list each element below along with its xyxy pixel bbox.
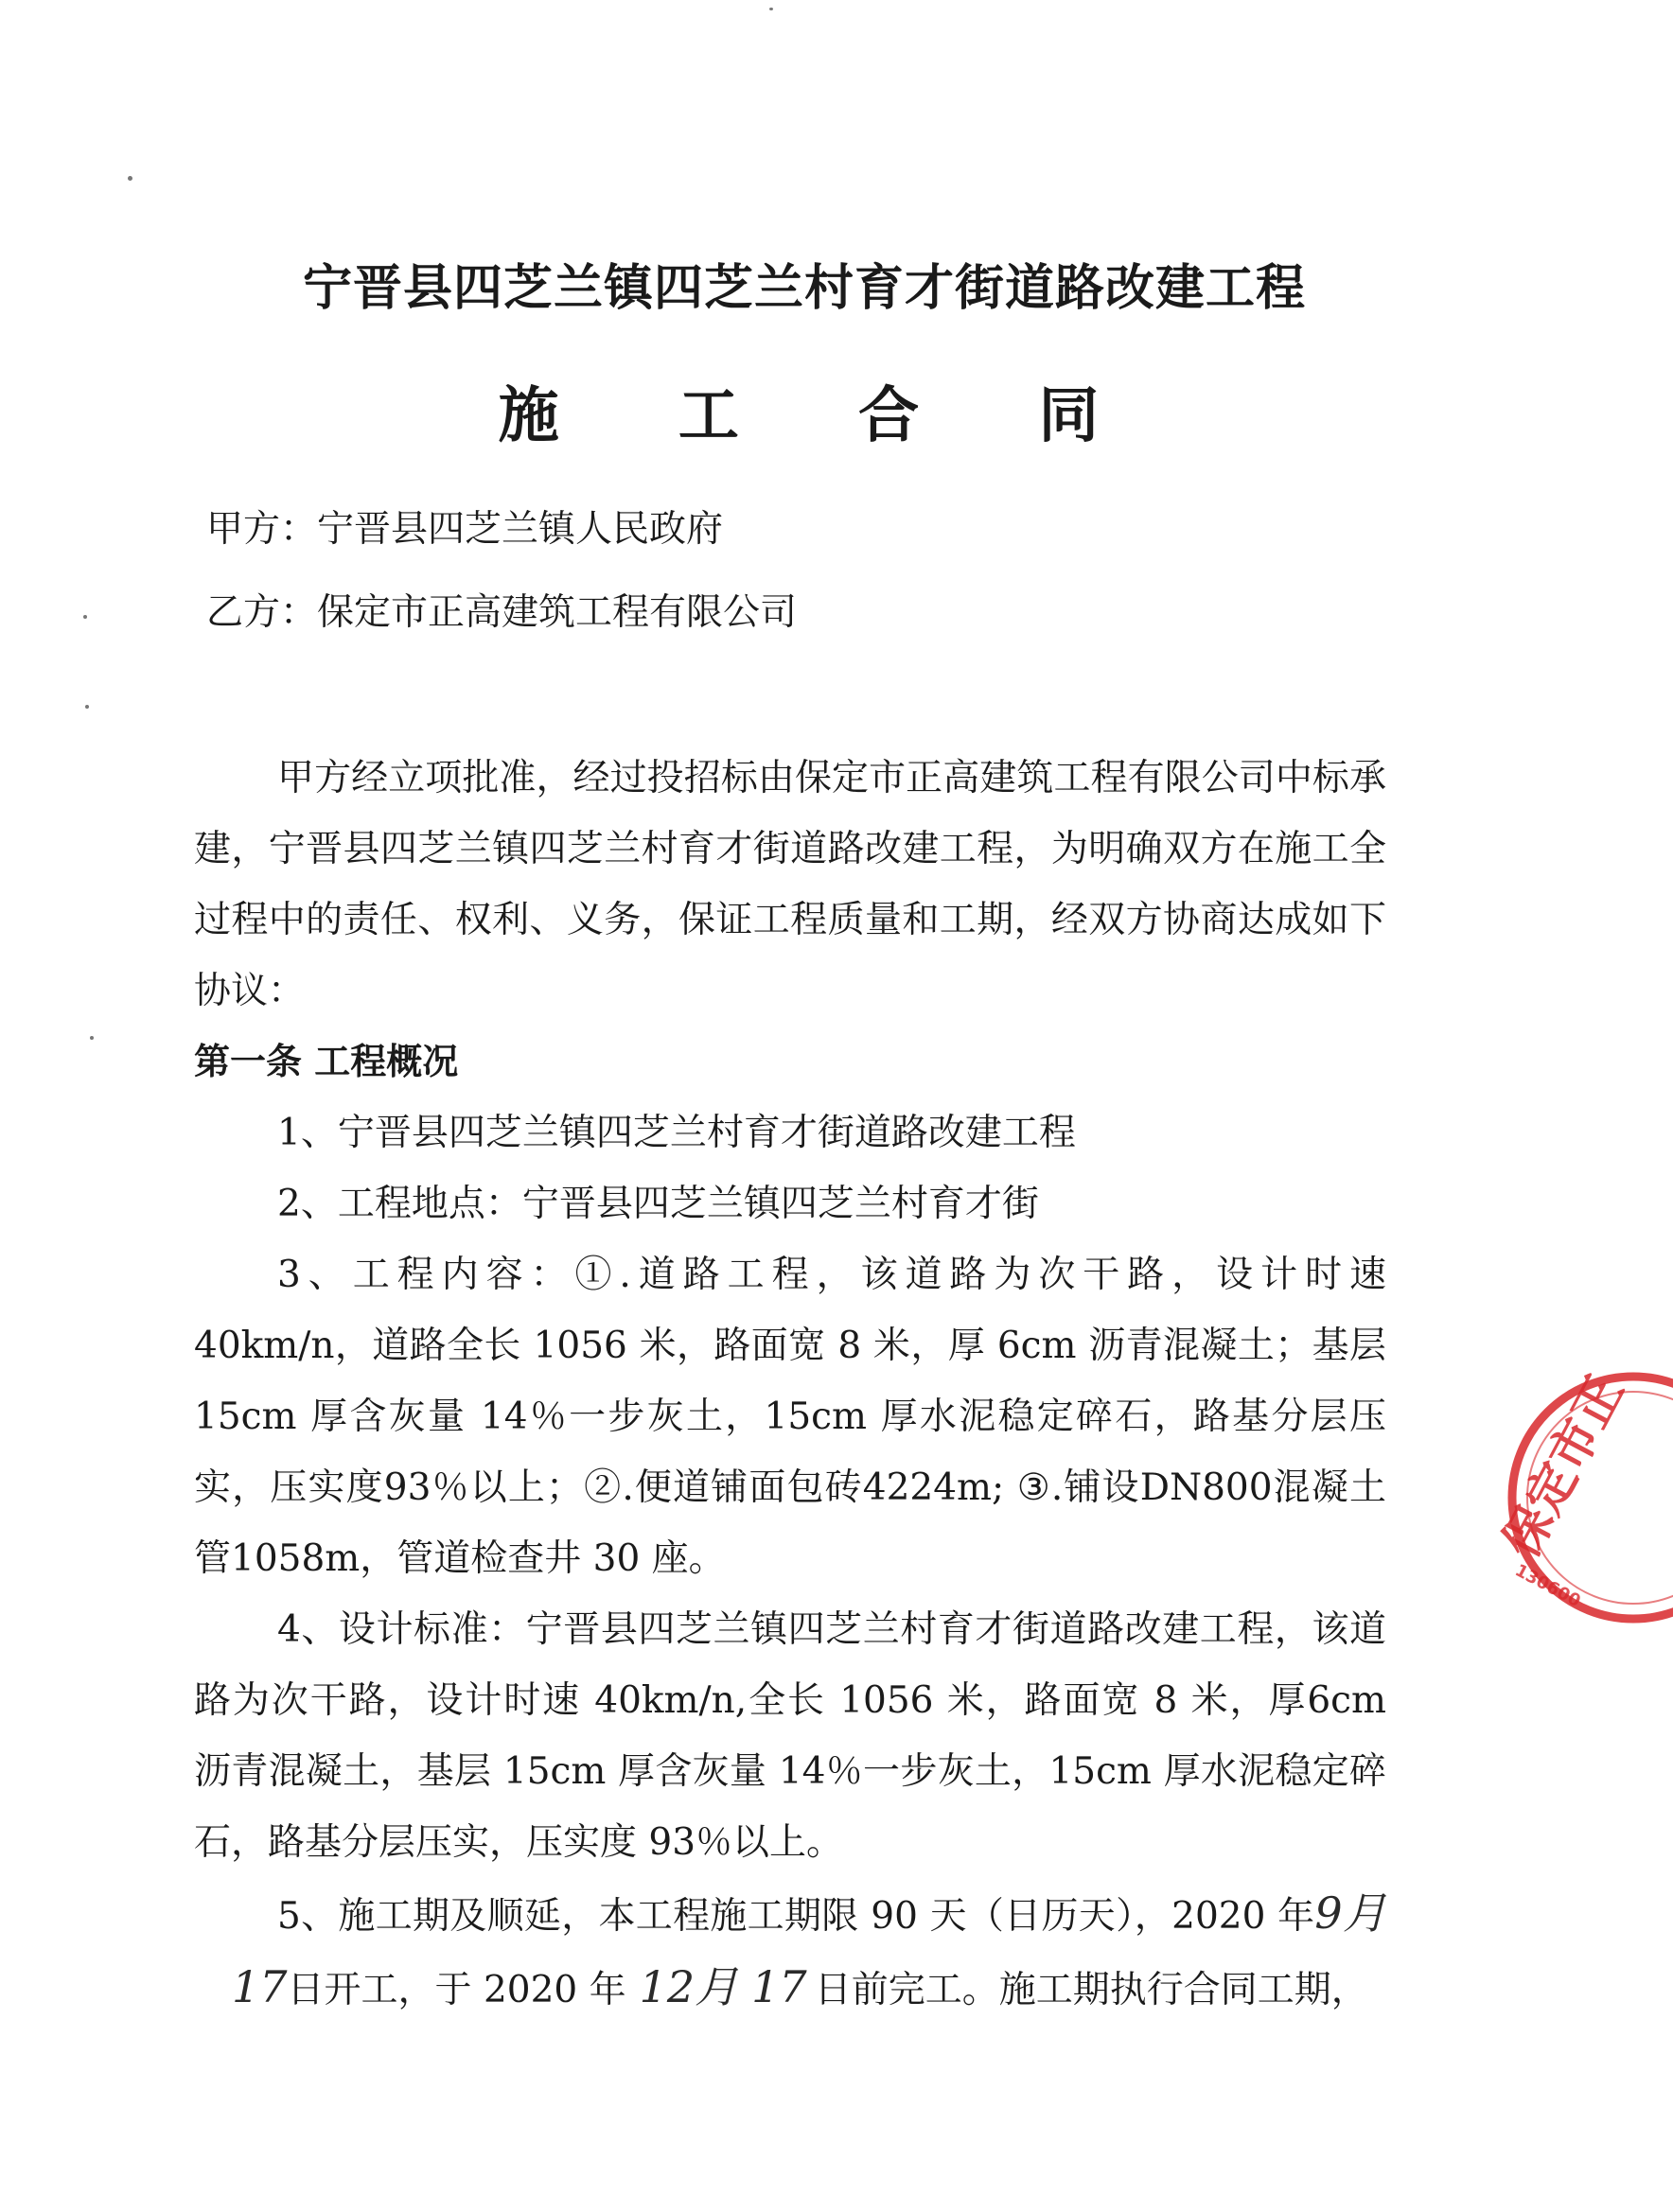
document-subtitle: 施 工 合 同 bbox=[498, 381, 1149, 451]
scan-speck bbox=[85, 705, 89, 709]
scan-speck bbox=[83, 615, 87, 619]
handwritten-end-day: 17 bbox=[751, 1961, 807, 2012]
party-b: 乙方：保定市正高建筑工程有限公司 bbox=[206, 591, 798, 634]
intro-paragraph: 甲方经立项批准，经过投招标由保定市正高建筑工程有限公司中标承建，宁晋县四芝兰镇四芝兰村育才街道路改建工程，为明确双方在施工全过程中的责任、权利、义务，保证工程质量和工期，经双方协商达成如下协议： bbox=[194, 757, 1386, 1012]
handwritten-end-month: 12月 bbox=[639, 1961, 739, 2012]
item5-start-text: 日开工，于 2020 年 bbox=[287, 1969, 626, 2011]
overview-item-4: 4、设计标准：宁晋县四芝兰镇四芝兰村育才街道路改建工程，该道路为次干路，设计时速 40km/n,全长 1056 米，路面宽 8 米，厚6cm 沥青混凝土，基层 15cm 厚含灰量 14％一步灰土，15cm 厚水泥稳定碎石，路基分层压实，压实度 93％以上。 bbox=[194, 1608, 1386, 1864]
seal-code: 130600 bbox=[1511, 1560, 1584, 1612]
item5-lead: 5、施工期及顺延，本工程施工期限 90 天（日历天），2020 年 bbox=[277, 1895, 1315, 1938]
contract-body bbox=[194, 743, 1386, 2026]
document-title: 宁晋县四芝兰镇四芝兰村育才街道路改建工程 bbox=[302, 260, 1306, 317]
overview-item-3: 3、工程内容：①.道路工程，该道路为次干路，设计时速 40km/n，道路全长 1056 米，路面宽 8 米，厚 6cm 沥青混凝土；基层 15cm 厚含灰量 14％一步灰土，15cm 厚水泥稳定碎石，路基分层压实，压实度93％以上；②.便道铺面包砖4224m; ③.铺设DN800混凝土管1058m，管道检查井 30 座。 bbox=[194, 1254, 1386, 1580]
scan-speck bbox=[128, 176, 132, 181]
seal-text: 保定市正 bbox=[1492, 1366, 1635, 1568]
item5-end-text: 日前完工。施工期执行合同工期， bbox=[814, 1969, 1368, 2011]
scan-speck bbox=[90, 1036, 94, 1040]
company-seal bbox=[1484, 1367, 1673, 1632]
handwritten-start-month: 9月 bbox=[1314, 1887, 1386, 1939]
section1-heading: 第一条 工程概况 bbox=[194, 1041, 459, 1082]
scan-speck bbox=[769, 8, 773, 10]
handwritten-start-day: 17 bbox=[232, 1961, 288, 2012]
overview-item-5 bbox=[194, 1878, 1386, 2026]
seal-graphic bbox=[1484, 1367, 1673, 1632]
overview-item-1: 1、宁晋县四芝兰镇四芝兰村育才街道路改建工程 bbox=[277, 1112, 1076, 1154]
party-a: 甲方：宁晋县四芝兰镇人民政府 bbox=[206, 508, 724, 551]
overview-item-2: 2、工程地点：宁晋县四芝兰镇四芝兰村育才街 bbox=[277, 1183, 1039, 1225]
